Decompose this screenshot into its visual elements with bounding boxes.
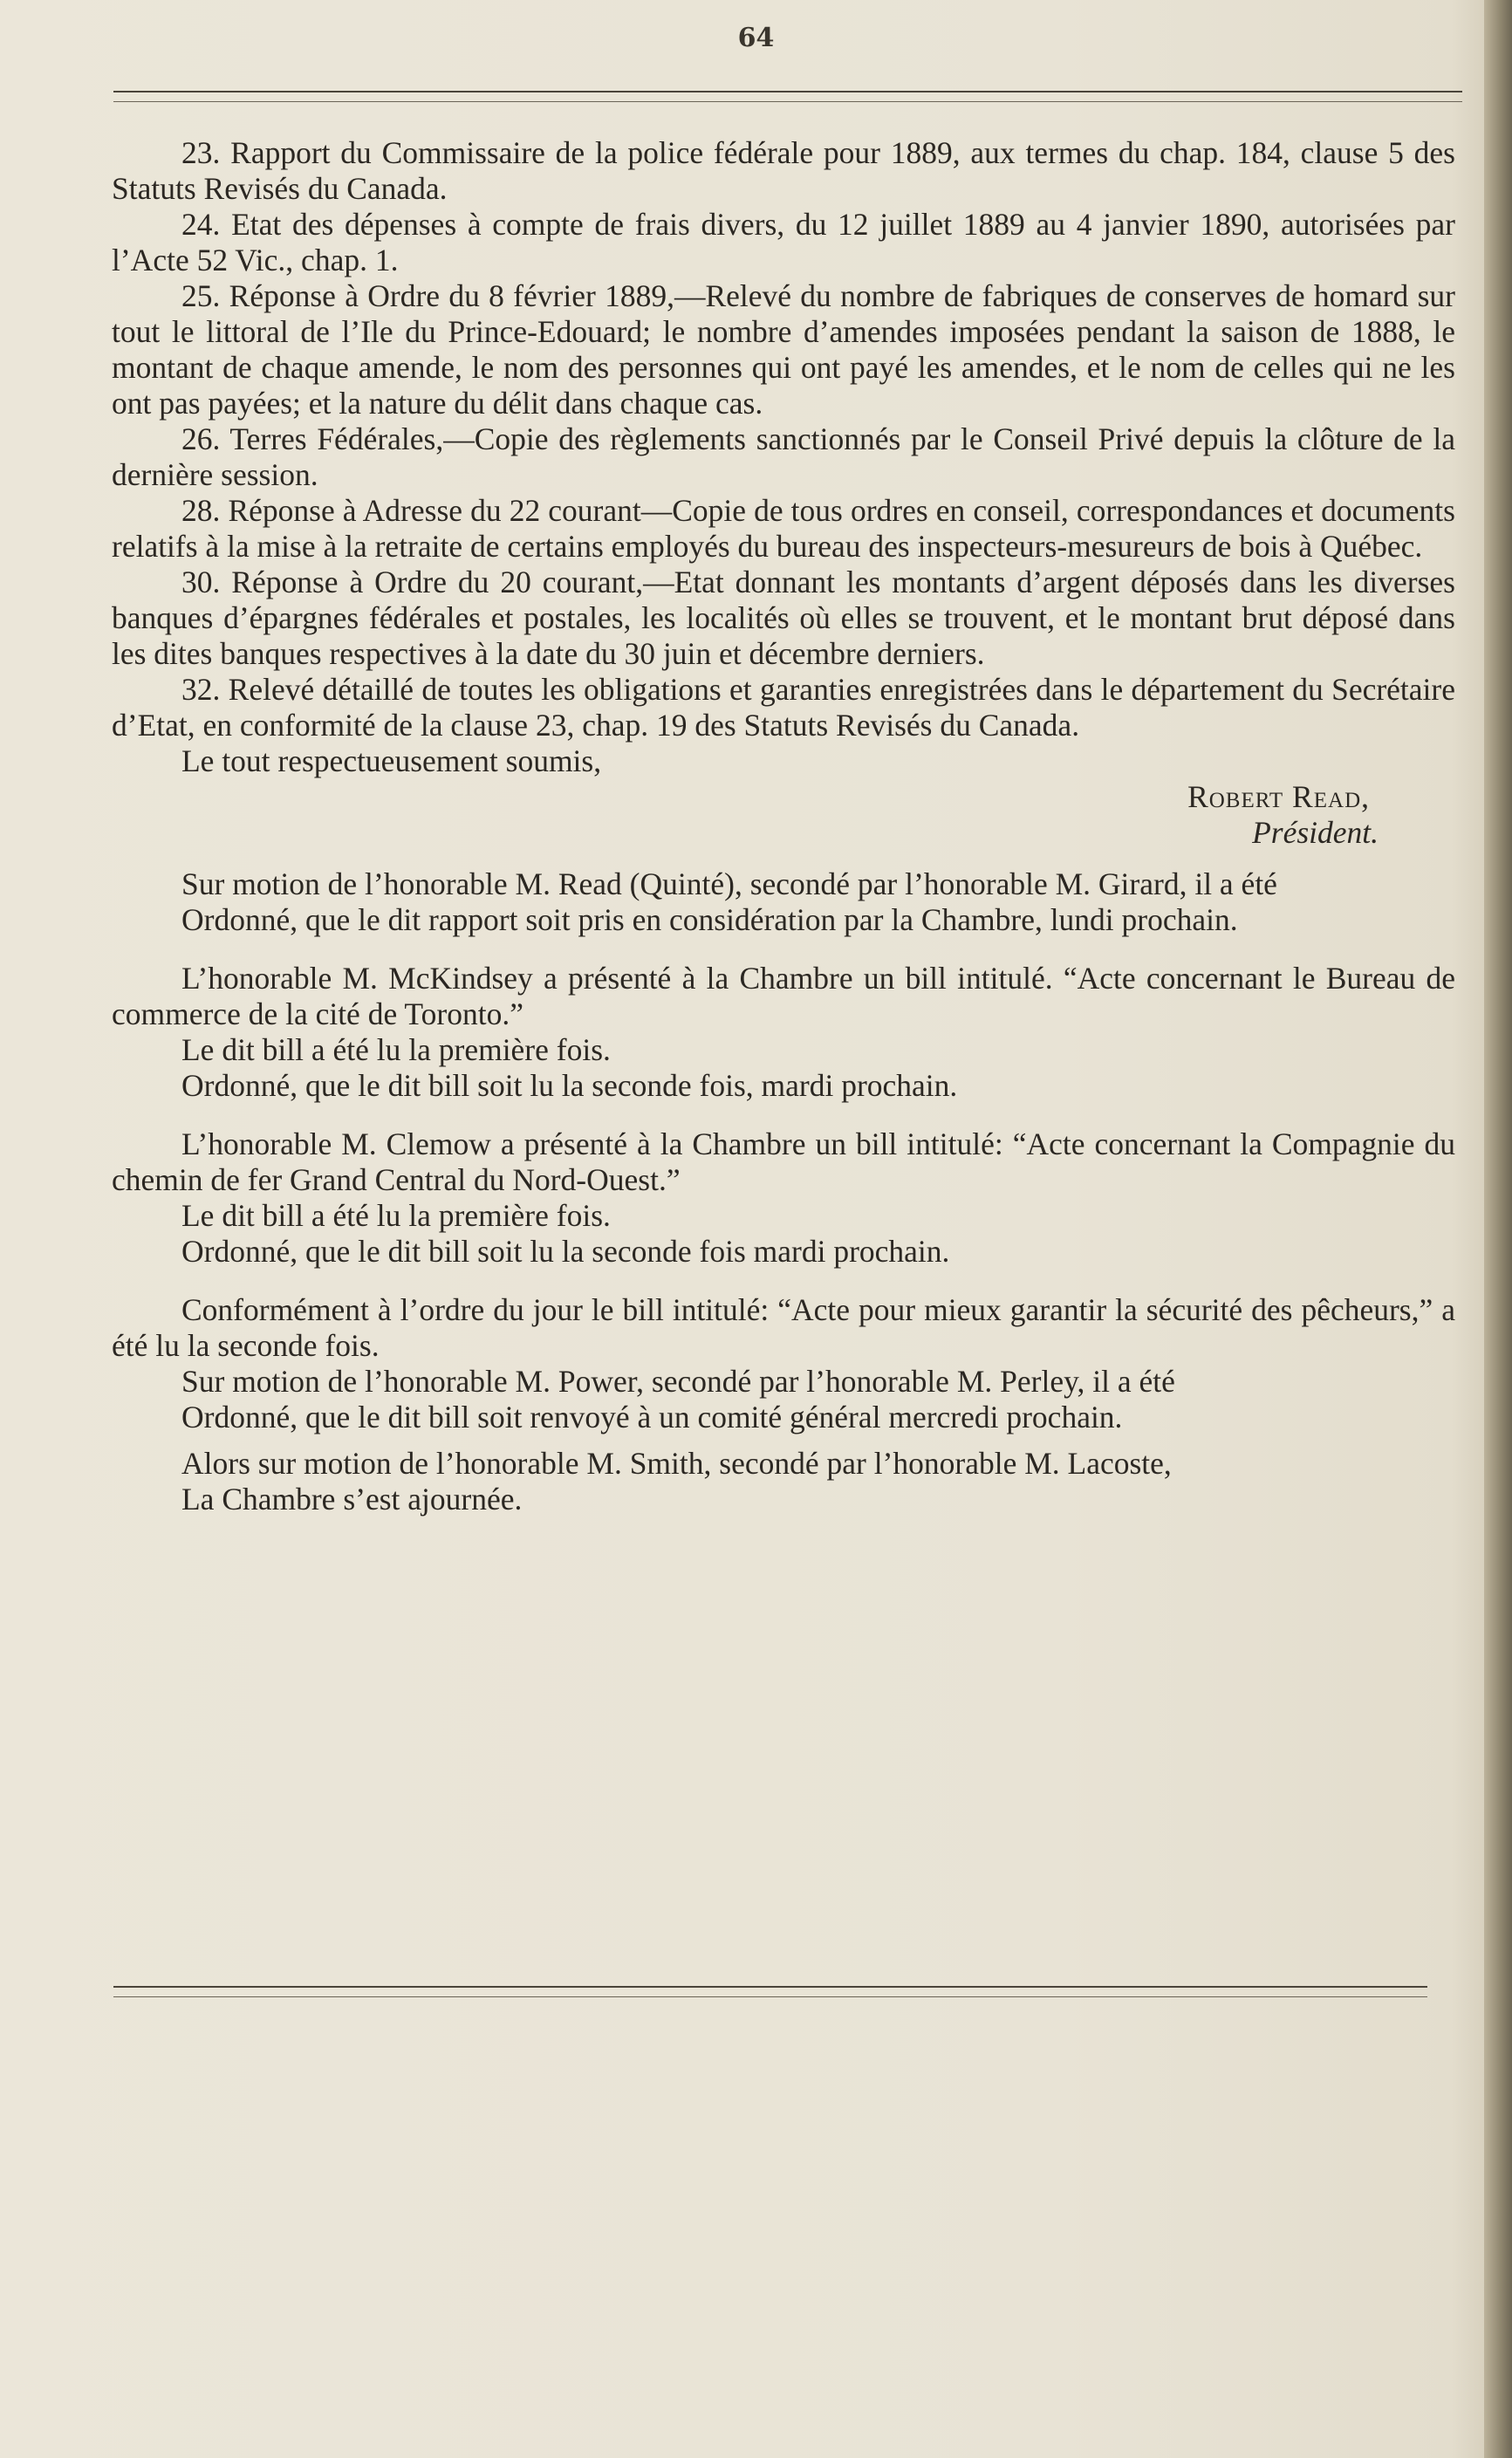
order-paragraph: Ordonné, que le dit bill soit lu la seconde fois mardi prochain. — [181, 1234, 950, 1269]
page-number: 64 — [737, 23, 775, 53]
motion-paragraph: Sur motion de l’honorable M. Power, secondé par l’honorable M. Perley, il a été — [181, 1364, 1175, 1399]
footer-rule-bottom — [113, 1996, 1427, 1997]
report-item: 24. Etat des dépenses à compte de frais divers, du 12 juillet 1889 au 4 janvier 1890, autorisées par l’Acte 52 Vic., chap. 1. — [112, 207, 1455, 277]
report-item: 26. Terres Fédérales,—Copie des règlements sanctionnés par le Conseil Privé depuis la clôture de la dernière session. — [112, 421, 1455, 492]
first-reading: Le dit bill a été lu la première fois. — [181, 1198, 611, 1233]
adjournment-motion: Alors sur motion de l’honorable M. Smith, secondé par l’honorable M. Lacoste, — [181, 1446, 1172, 1481]
signatory-name: Robert Read, — [1187, 779, 1370, 814]
closing-line: Le tout respectueusement soumis, — [181, 743, 602, 778]
report-item: 32. Relevé détaillé de toutes les obligations et garanties enregistrées dans le département du Secrétaire d’Etat, en conformité de la clause 23, chap. 19 des Statuts Revisés du Canada. — [112, 672, 1455, 743]
order-paragraph: Ordonné, que le dit bill soit lu la seconde fois, mardi prochain. — [181, 1068, 958, 1103]
order-paragraph: Ordonné, que le dit rapport soit pris en considération par la Chambre, lundi prochain. — [181, 902, 1238, 937]
report-item: 28. Réponse à Adresse du 22 courant—Copie de tous ordres en conseil, correspondances et documents relatifs à la mise à la retraite de certains employés du bureau des inspecteurs-mesureurs de bois à Québec. — [112, 493, 1455, 564]
report-item: 25. Réponse à Ordre du 8 février 1889,—Relevé du nombre de fabriques de conserves de homard sur tout le littoral de l’Ile du Prince-Edouard; le nombre d’amendes imposées pendant la saison de 1888, le montant de chaque amende, le nom des personnes qui ont payé les amendes, et le nom de celles qui ne les ont pas payées; et la nature du délit dans chaque cas. — [112, 278, 1455, 421]
report-item: 30. Réponse à Ordre du 20 courant,—Etat donnant les montants d’argent déposés dans les diverses banques d’épargnes fédérales et postales, les localités où elles se trouvent, et le montant brut déposé dans les dites banques respectives à la date du 30 juin et décembre derniers. — [112, 565, 1455, 671]
bill-introduction: L’honorable M. McKindsey a présenté à la Chambre un bill intitulé. “Acte concernant le Bureau de commerce de la cité de Toronto.” — [112, 961, 1455, 1031]
document-body — [112, 135, 1455, 1517]
header-rule-bottom — [113, 101, 1462, 102]
page-binding-edge — [1484, 0, 1512, 2458]
signatory-title: Président. — [1252, 815, 1379, 850]
order-paragraph: Ordonné, que le dit bill soit renvoyé à un comité général mercredi prochain. — [181, 1400, 1123, 1434]
footer-rules — [113, 1986, 1427, 1997]
header-rule-top — [113, 91, 1462, 92]
first-reading: Le dit bill a été lu la première fois. — [181, 1032, 611, 1067]
motion-paragraph: Sur motion de l’honorable M. Read (Quinté), secondé par l’honorable M. Girard, il a été — [181, 866, 1277, 901]
adjournment: La Chambre s’est ajournée. — [181, 1482, 523, 1517]
footer-rule-top — [113, 1986, 1427, 1988]
report-item: 23. Rapport du Commissaire de la police fédérale pour 1889, aux termes du chap. 184, clause 5 des Statuts Revisés du Canada. — [112, 135, 1455, 206]
second-reading: Conformément à l’ordre du jour le bill intitulé: “Acte pour mieux garantir la sécurité des pêcheurs,” a été lu la seconde fois. — [112, 1292, 1455, 1363]
bill-introduction: L’honorable M. Clemow a présenté à la Chambre un bill intitulé: “Acte concernant la Compagnie du chemin de fer Grand Central du Nord-Ouest.” — [112, 1126, 1455, 1197]
